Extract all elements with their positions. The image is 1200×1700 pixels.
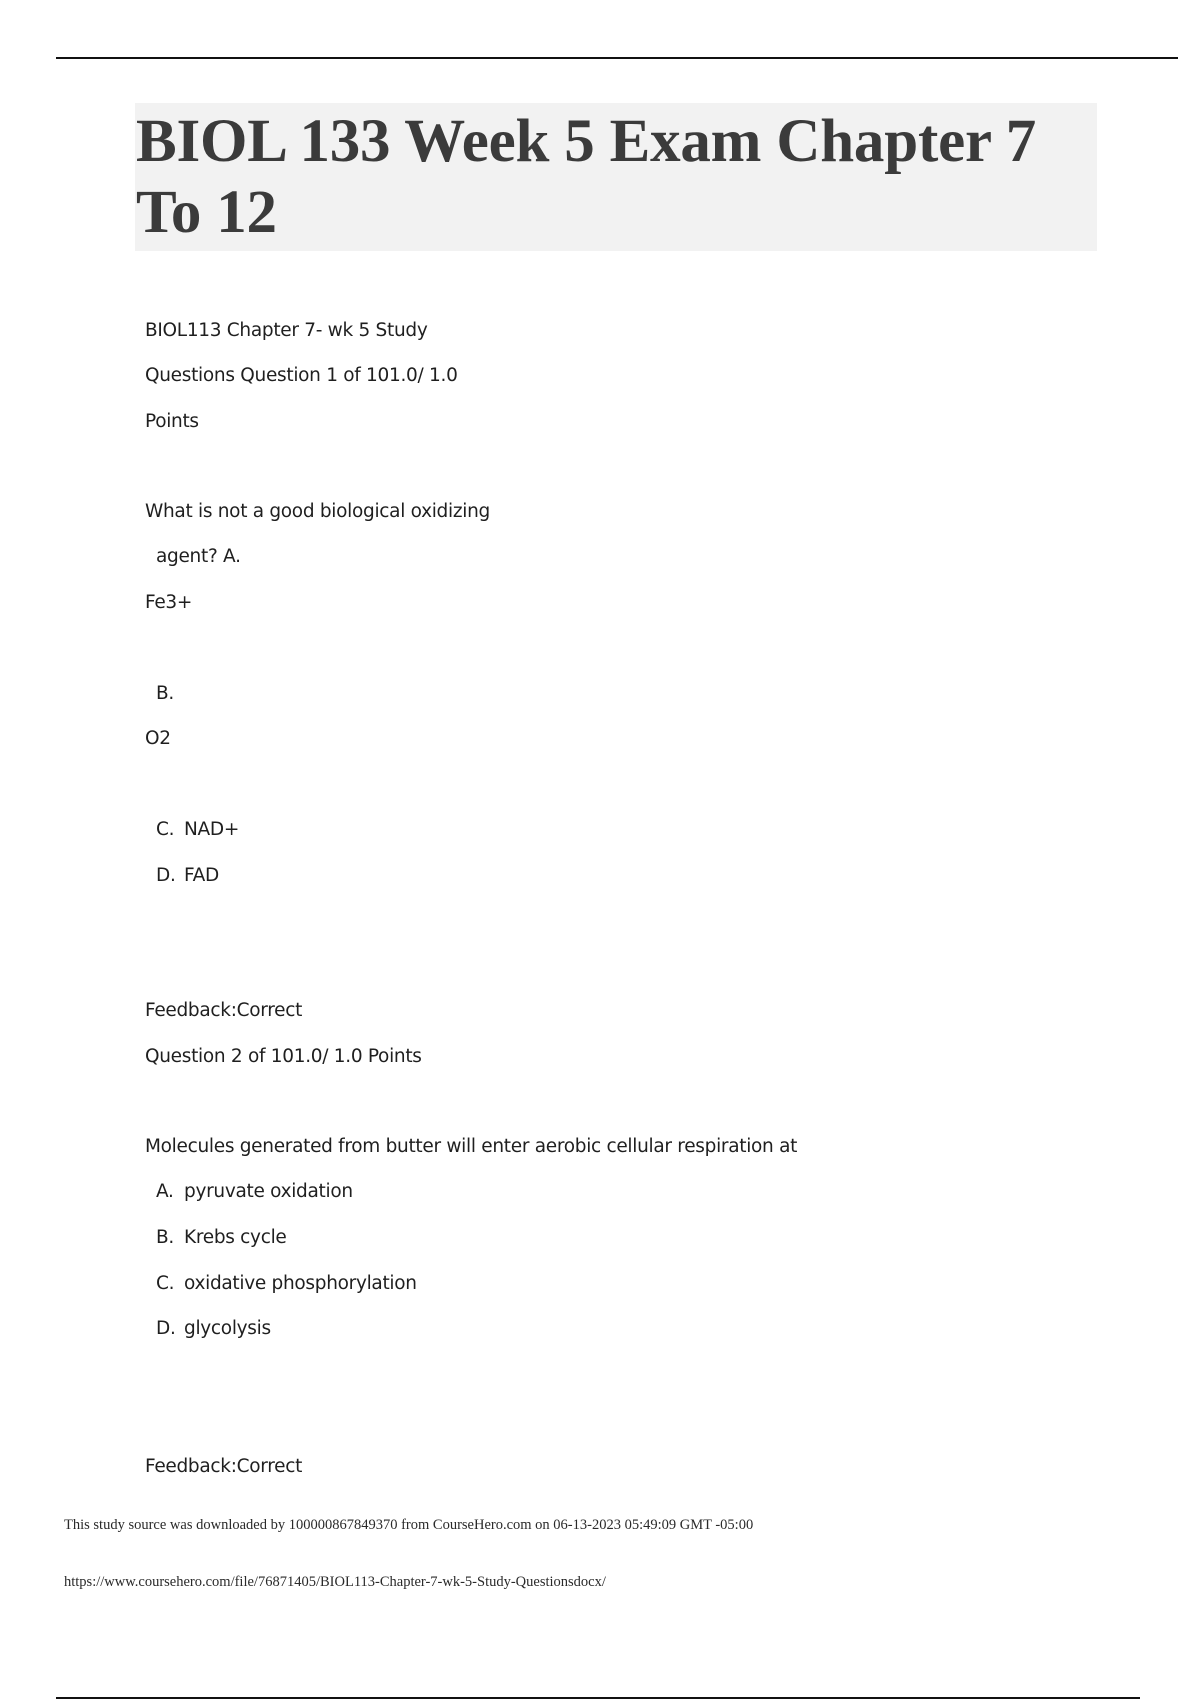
question-1-option-b: O2 — [145, 728, 171, 749]
option-text: Krebs cycle — [184, 1227, 287, 1248]
document-title: BIOL 133 Week 5 Exam Chapter 7 To 12 — [136, 108, 1037, 246]
question-1-option-c — [156, 818, 239, 842]
option-text: glycolysis — [184, 1318, 271, 1339]
option-letter: A. — [156, 1181, 174, 1202]
option-letter: D. — [156, 1318, 176, 1339]
question-2-option-a — [156, 1180, 353, 1204]
download-source-note: This study source was downloaded by 100000867849370 from CourseHero.com on 06-13-2023 05:49:09 GMT -05:00 — [64, 1517, 754, 1533]
option-text: oxidative phosphorylation — [184, 1273, 417, 1294]
option-letter: D. — [156, 865, 176, 886]
question-2-option-d — [156, 1317, 271, 1341]
question-1-stem-line-1: What is not a good biological oxidizing — [145, 501, 490, 522]
question-1-option-a: Fe3+ — [145, 592, 193, 613]
option-text: pyruvate oxidation — [184, 1181, 353, 1202]
option-letter: C. — [156, 1273, 175, 1294]
question-2-option-c — [156, 1272, 417, 1296]
option-letter: B. — [156, 1227, 174, 1248]
question-2-header: Question 2 of 101.0/ 1.0 Points — [145, 1046, 422, 1067]
source-url[interactable]: https://www.coursehero.com/file/76871405/BIOL113-Chapter-7-wk-5-Study-Questionsdocx/ — [64, 1574, 606, 1590]
question-1-stem-line-2: agent? A. — [156, 546, 241, 567]
intro-line-2: Questions Question 1 of 101.0/ 1.0 — [145, 365, 458, 386]
option-text: NAD+ — [184, 819, 240, 840]
intro-line-1: BIOL113 Chapter 7- wk 5 Study — [145, 320, 428, 341]
question-1-option-b-letter: B. — [156, 683, 174, 704]
option-text: FAD — [184, 865, 219, 886]
bottom-rule — [56, 1697, 1140, 1699]
top-rule — [56, 57, 1178, 59]
option-letter: C. — [156, 819, 175, 840]
question-2-option-b — [156, 1226, 287, 1250]
question-1-option-d — [156, 864, 219, 888]
question-2-feedback: Feedback:Correct — [145, 1456, 303, 1477]
question-1-feedback: Feedback:Correct — [145, 1000, 303, 1021]
question-2-stem: Molecules generated from butter will enter aerobic cellular respiration at — [145, 1136, 798, 1157]
intro-line-3: Points — [145, 411, 199, 432]
